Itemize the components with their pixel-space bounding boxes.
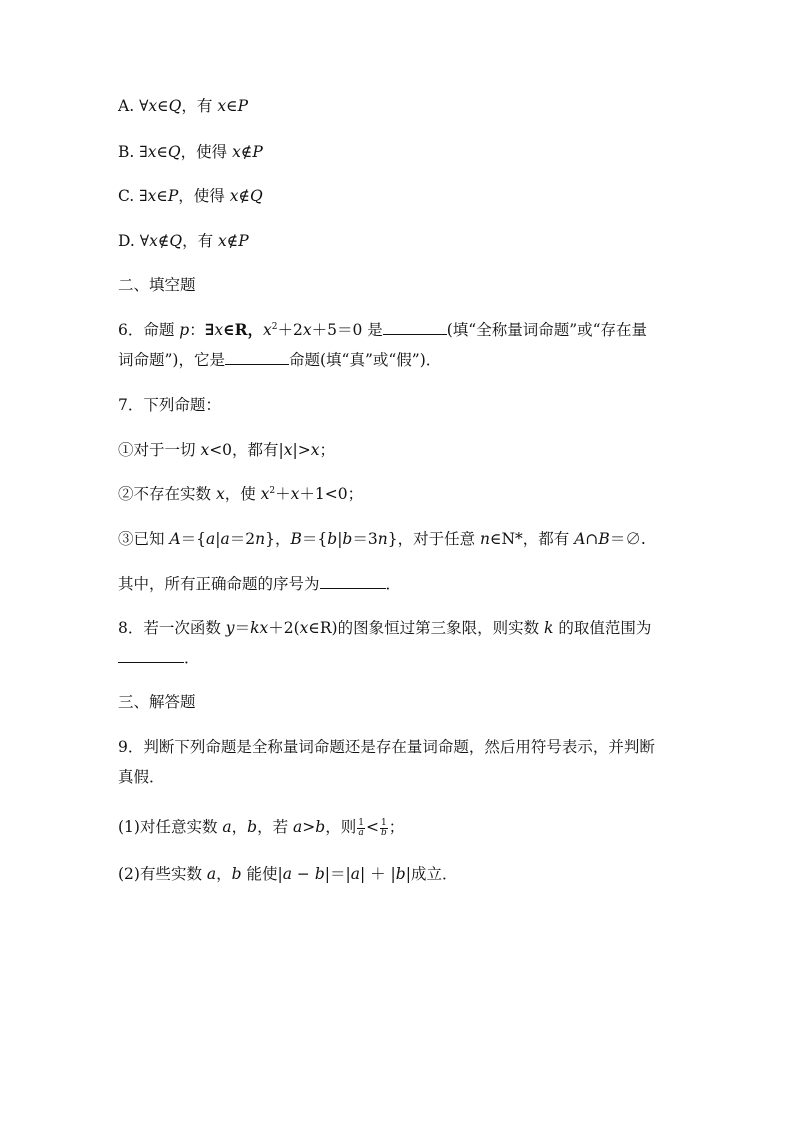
q7-text: ； <box>319 441 335 459</box>
forall-symbol: ∀ <box>139 97 149 115</box>
comma: ， <box>181 97 197 115</box>
option-a <box>118 96 248 116</box>
question-7-answer <box>118 574 401 594</box>
text-you: 有 <box>196 97 213 115</box>
q7-text: }，对于任意 <box>387 530 481 548</box>
q9-text: (1)对任意实数 <box>118 818 223 836</box>
q7-text: ∩ <box>585 530 599 548</box>
question-7-item-2 <box>118 484 363 504</box>
question-9-part-1 <box>118 817 404 838</box>
var-a: a <box>293 818 303 836</box>
comma: ， <box>180 143 197 161</box>
q9-text: 能使| <box>241 865 283 883</box>
section-fill-title: 二、填空题 <box>118 276 196 294</box>
question-6-line-1 <box>118 320 647 340</box>
fraction-1-over-b <box>380 819 388 838</box>
set-q: Q <box>168 97 182 115</box>
fraction-denominator: a <box>358 827 364 838</box>
notin-symbol: ∉ <box>157 232 170 250</box>
exists-symbol: ∃ <box>139 143 148 161</box>
q6-text: 6．命题 <box>118 321 180 339</box>
q7-text: ＝{ <box>301 530 328 548</box>
var-x: x <box>260 485 270 503</box>
q9-text: ； <box>388 818 405 836</box>
var-b: b <box>327 530 338 548</box>
answer-blank[interactable] <box>320 587 386 589</box>
var-x: x <box>147 187 157 205</box>
q7-text: ＝3 <box>352 530 378 548</box>
set-p: P <box>238 232 249 250</box>
var-p: p <box>179 321 190 339</box>
answer-blank[interactable] <box>225 363 289 365</box>
q9-text: |＝| <box>324 865 351 883</box>
q8-text: ＝ <box>234 619 251 637</box>
q8-text: ∈R)的图象恒过第三象限，则实数 <box>308 619 545 637</box>
var-b: b <box>315 818 326 836</box>
var-k: k <box>250 619 260 637</box>
var-x: x <box>218 232 227 250</box>
answer-blank[interactable] <box>118 661 184 663</box>
var-x: x <box>290 485 300 503</box>
q7-text: |> <box>292 441 311 459</box>
q7-text: ，使 <box>224 485 261 503</box>
set-a: A <box>574 530 586 548</box>
in-symbol: ∈ <box>156 187 168 205</box>
var-k: k <box>544 619 554 637</box>
q7-text: <0，都有| <box>209 441 284 459</box>
set-p: P <box>237 97 249 115</box>
question-7-item-1 <box>118 440 335 460</box>
question-7-title: 7．下列命题： <box>118 396 221 414</box>
q7-text: ＝2 <box>229 530 256 548</box>
notin-symbol: ∉ <box>240 143 253 161</box>
var-x: x <box>217 97 227 115</box>
exponent: 2 <box>269 485 276 496</box>
q7-text: ＝∅. <box>609 530 646 548</box>
q7-text: ． <box>385 575 402 593</box>
set-b: B <box>598 530 610 548</box>
q8-text: 的取值范围为 <box>553 619 652 637</box>
section-answer-title: 三、解答题 <box>118 693 196 711</box>
fraction-denominator: b <box>380 827 387 838</box>
set-q: Q <box>167 143 181 161</box>
q6-text: ＋2 <box>277 321 303 339</box>
var-x: x <box>147 143 157 161</box>
var-x: x <box>148 97 158 115</box>
set-q: Q <box>249 187 263 205</box>
q9-text: − <box>292 865 315 883</box>
q7-text: ∈N*，都有 <box>490 530 575 548</box>
text-shide: 使得 <box>193 187 225 205</box>
var-x: x <box>262 321 272 339</box>
q8-text: ． <box>184 649 200 667</box>
var-a: a <box>206 865 217 883</box>
question-8-line-1 <box>118 618 651 638</box>
q9-text: (2)有些实数 <box>118 865 207 883</box>
q7-text: ＝{ <box>180 530 207 548</box>
option-c-label: C. <box>118 187 135 205</box>
fraction-1-over-a <box>357 819 365 838</box>
question-6-line-2 <box>118 350 441 370</box>
set-b: B <box>290 530 302 548</box>
var-x: x <box>232 143 241 161</box>
var-a: a <box>206 530 216 548</box>
q9-text: > <box>302 818 316 836</box>
var-a: a <box>222 818 232 836</box>
comma: ， <box>178 187 194 205</box>
fraction-numerator: 1 <box>358 817 364 828</box>
set-p: P <box>167 187 179 205</box>
exponent: 2 <box>271 321 278 332</box>
forall-symbol: ∀ <box>139 232 150 250</box>
option-d <box>118 231 249 251</box>
var-x: x <box>302 321 312 339</box>
var-a: a <box>350 865 360 883</box>
exists-symbol: ∃ <box>204 320 215 339</box>
q7-text: ①对于一切 <box>118 441 201 459</box>
var-b: b <box>395 865 406 883</box>
q8-text: ＋2( <box>268 619 300 637</box>
in-symbol: ∈ <box>226 97 238 115</box>
var-a: a <box>282 865 292 883</box>
q7-text: ＋1<0； <box>299 485 364 503</box>
q6-text: 命题(填“真”或“假”)． <box>288 351 442 369</box>
q6-text: 词命题”)，它是 <box>118 351 225 369</box>
q9-text: ，则 <box>325 818 357 836</box>
q9-text: < <box>365 818 379 836</box>
q7-text: | <box>215 530 221 548</box>
var-n: n <box>480 530 490 548</box>
question-9-line-2: 真假． <box>118 768 165 786</box>
question-8-line-2 <box>118 648 200 668</box>
var-n: n <box>255 530 266 548</box>
var-x: x <box>310 441 320 459</box>
q8-text: 8．若一次函数 <box>118 619 226 637</box>
set-q: Q <box>169 232 183 250</box>
var-n: n <box>377 530 388 548</box>
comma: ， <box>182 232 198 250</box>
var-x: x <box>259 619 269 637</box>
var-x: x <box>283 441 293 459</box>
var-y: y <box>225 619 235 637</box>
q6-text: (填“全称量词命题”或“存在量 <box>446 321 648 339</box>
set-p: P <box>252 143 263 161</box>
var-b: b <box>231 865 242 883</box>
q9-text: ，若 <box>257 818 294 836</box>
option-b-label: B. <box>118 143 135 161</box>
set-a: A <box>169 530 181 548</box>
var-x: x <box>149 232 158 250</box>
var-x: x <box>215 485 225 503</box>
option-c <box>118 186 263 206</box>
var-x: x <box>229 187 239 205</box>
option-d-label: D. <box>118 232 135 250</box>
var-a: a <box>220 530 230 548</box>
q7-text: ③已知 <box>118 530 170 548</box>
q9-text: ， <box>231 818 248 836</box>
q9-text: | ＋ | <box>359 865 396 883</box>
question-9-line-1: 9．判断下列命题是全称量词命题还是存在量词命题，然后用符号表示，并判断 <box>118 738 655 756</box>
question-9-part-2 <box>118 864 457 884</box>
var-b: b <box>247 818 258 836</box>
notin-symbol: ∉ <box>226 232 239 250</box>
q7-text: }， <box>265 530 291 548</box>
q7-text: ②不存在实数 <box>118 485 216 503</box>
var-b: b <box>342 530 353 548</box>
in-symbol: ∈ <box>156 143 168 161</box>
q7-text: | <box>337 530 343 548</box>
exists-symbol: ∃ <box>139 187 148 205</box>
answer-blank[interactable] <box>383 333 447 335</box>
q9-text: |成立． <box>405 865 458 883</box>
var-x: x <box>200 441 210 459</box>
question-7-item-3 <box>118 529 646 549</box>
q7-text: ＋ <box>275 485 291 503</box>
q6-text: ＋5＝0 是 <box>311 321 383 339</box>
var-x: x <box>299 619 309 637</box>
option-a-label: A. <box>118 97 135 115</box>
var-b: b <box>314 865 325 883</box>
text-you: 有 <box>197 232 214 250</box>
var-x: x <box>214 321 224 339</box>
text-shide: 使得 <box>196 143 228 161</box>
fraction-numerator: 1 <box>380 817 387 828</box>
q7-text: 其中，所有正确命题的序号为 <box>118 575 320 593</box>
q6-text: ∈R， <box>223 320 263 339</box>
option-b <box>118 142 263 162</box>
notin-symbol: ∉ <box>238 187 250 205</box>
in-symbol: ∈ <box>157 97 169 115</box>
q6-text: ： <box>189 321 205 339</box>
q9-text: ， <box>216 865 232 883</box>
